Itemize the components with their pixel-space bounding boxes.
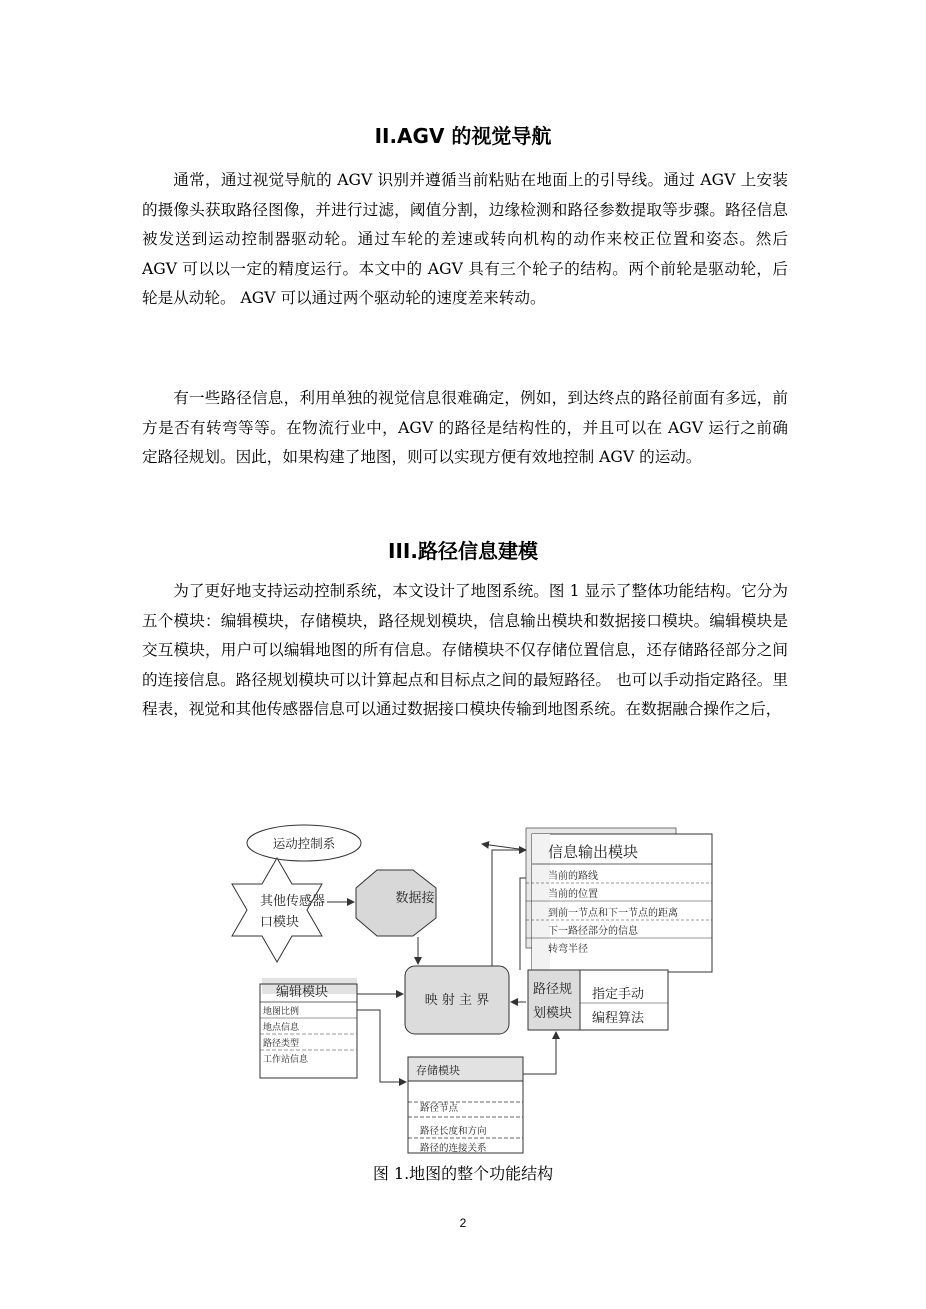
section-heading-path-modeling: III.路径信息建模 <box>388 539 538 563</box>
info-output-item: 下一路径部分的信息 <box>548 926 638 937</box>
info-output-item: 当前的路线 <box>548 871 598 882</box>
mapping-main-label: 映 射 主 界 <box>424 993 490 1008</box>
page-number: 2 <box>459 1216 467 1230</box>
sensor-star-label-1: 其他传感器 <box>260 894 326 909</box>
info-output-item: 转弯半径 <box>548 944 588 955</box>
planning-label-cell <box>528 970 580 1030</box>
motion-control-label: 运动控制系 <box>272 836 336 851</box>
storage-module-item: 路径的连接关系 <box>420 1143 487 1154</box>
sensor-star-shape <box>232 858 322 962</box>
info-output-item: 当前的位置 <box>548 889 598 900</box>
edit-module-title: 编辑模块 <box>276 985 329 1000</box>
data-interface-label: 数据接 <box>395 891 435 906</box>
edit-module-item: 工作站信息 <box>263 1055 309 1065</box>
storage-module-item: 路径长度和方向 <box>420 1126 487 1137</box>
planning-label-2: 划模块 <box>533 1006 573 1021</box>
functional-structure-diagram <box>230 820 730 1160</box>
edit-module-item: 路径类型 <box>263 1039 300 1049</box>
paragraph-visual-navigation-2: 有一些路径信息，利用单独的视觉信息很难确定，例如，到达终点的路径前面有多远，前方是否有转弯等等。在物流行业中，AGV 的路径是结构性的，并且可以在 AGV 运行之前确定路径规划。因此，如果构建了地图，则可以实现方便有效地控制 AGV 的运动。 <box>142 389 788 467</box>
paragraph-path-modeling-1: 为了更好地支持运动控制系统，本文设计了地图系统。图 1 显示了整体功能结构。它分为五个模块：编辑模块，存储模块，路径规划模块，信息输出模块和数据接口模块。编辑模块是交互模块，用户可以编辑地图的所有信息。存储模块不仅存储位置信息，还存储路径部分之间的连接信息。路径规划模块可以计算起点和目标点之间的最短路径。 也可以手动指定路径。里程表，视觉和其他传感器信息可以通过数据接口模块传输到地图系统。在数据融合操作之后， <box>142 582 788 719</box>
info-output-title: 信息输出模块 <box>548 843 639 861</box>
planning-label-1: 路径规 <box>533 982 573 997</box>
paragraph-visual-navigation-1: 通常，通过视觉导航的 AGV 识别并遵循当前粘贴在地面上的引导线。通过 AGV 上安装的摄像头获取路径图像，并进行过滤，阈值分割，边缘检测和路径参数提取等步骤。路径信息被发送到运动控制器驱动轮。通过车轮的差速或转向机构的动作来校正位置和姿态。然后 AGV 可以以一定的精度运行。本文中的 AGV 具有三个轮子的结构。两个前轮是驱动轮，后轮是从动轮。 AGV 可以通过两个驱动轮的速度差来转动。 <box>142 171 788 308</box>
storage-module-item: 路径节点 <box>420 1103 459 1114</box>
figure-caption: 图 1.地图的整个功能结构 <box>372 1164 554 1183</box>
diagram-connectors <box>327 844 556 1082</box>
storage-module-title: 存储模块 <box>416 1064 460 1077</box>
edit-module-item: 地图比例 <box>263 1007 300 1017</box>
planning-manual-label: 指定手动 <box>592 987 645 1002</box>
section-heading-visual-navigation: II.AGV 的视觉导航 <box>374 124 552 148</box>
planning-algorithm-label: 编程算法 <box>592 1011 645 1026</box>
info-output-item: 到前一节点和下一节点的距离 <box>548 908 678 919</box>
sensor-star-label-2: 口模块 <box>260 915 300 930</box>
edit-module-item: 地点信息 <box>263 1023 300 1033</box>
